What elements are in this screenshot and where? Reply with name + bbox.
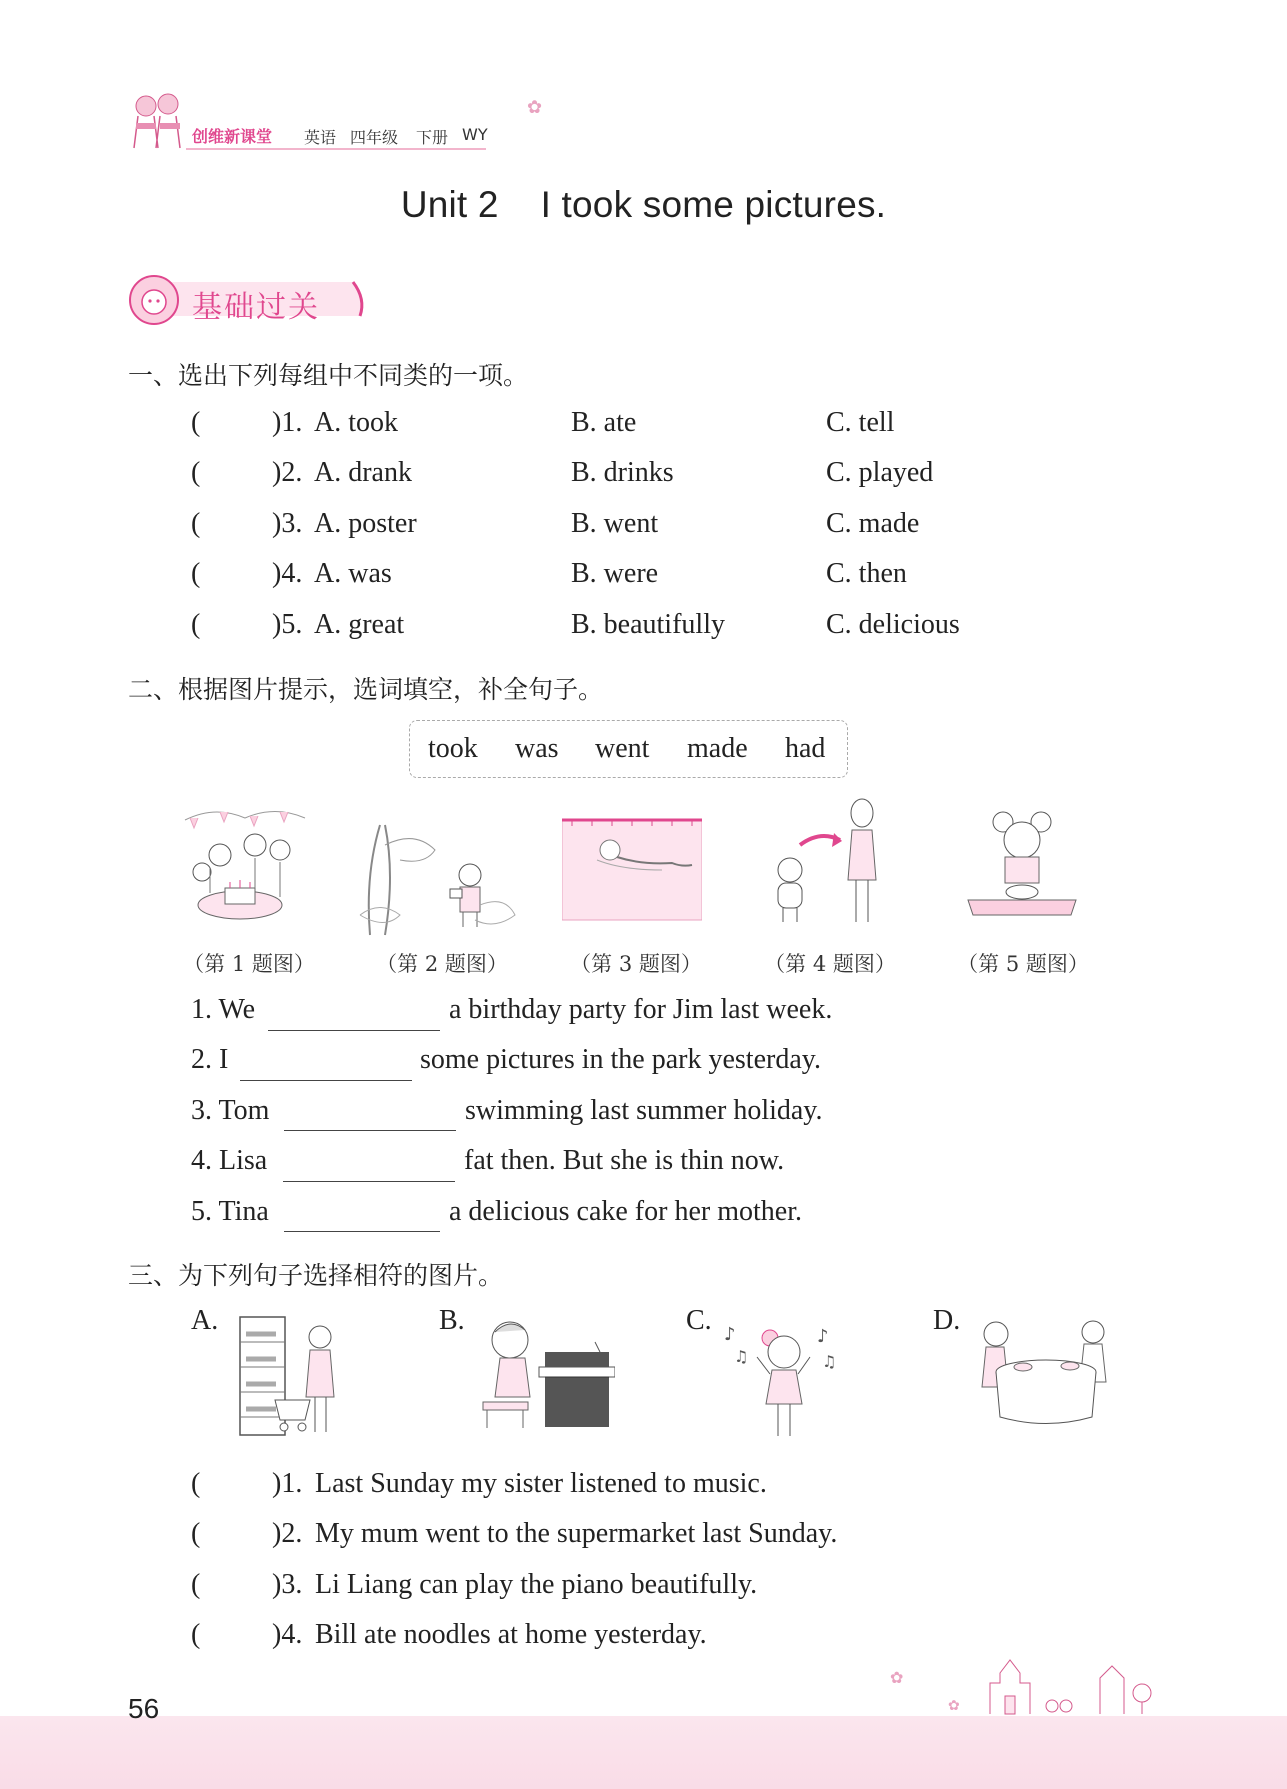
picture-caption: （第 4 题图） xyxy=(764,952,896,976)
birthday-party-illustration xyxy=(180,800,310,940)
answer-blank[interactable] xyxy=(240,1080,412,1081)
option-a: A. drank xyxy=(314,457,412,488)
picture-caption: （第 2 题图） xyxy=(376,952,508,976)
option-c: C. played xyxy=(826,457,934,488)
sentence-before: 1. We xyxy=(191,994,256,1025)
part1-question-row: ( )1. A. took B. ate C. tell xyxy=(191,407,895,438)
part1-heading: 一、选出下列每组中不同类的一项。 xyxy=(128,361,529,390)
option-b: B. were xyxy=(571,558,659,589)
option-b: B. drinks xyxy=(571,457,674,488)
option-a: A. was xyxy=(314,558,392,589)
eating-noodles-illustration xyxy=(968,1312,1113,1430)
question-text: Last Sunday my sister listened to music. xyxy=(315,1468,767,1499)
option-a: A. poster xyxy=(314,508,417,539)
word-bank xyxy=(409,720,848,778)
question-number: )1. xyxy=(272,407,303,438)
question-text: Bill ate noodles at home yesterday. xyxy=(315,1619,707,1650)
sentence-after: swimming last summer holiday. xyxy=(465,1095,823,1126)
sentence-before: 2. I xyxy=(191,1044,229,1075)
castle-decoration-icon xyxy=(880,1648,1170,1716)
flower-decoration-icon: ✿ xyxy=(527,97,543,118)
header-underline xyxy=(186,148,486,150)
sentence-before: 3. Tom xyxy=(191,1095,270,1126)
answer-blank[interactable] xyxy=(268,1030,440,1031)
part1-question-row: ( )5. A. great B. beautifully C. delicious xyxy=(191,609,960,640)
sentence-after: some pictures in the park yesterday. xyxy=(420,1044,821,1075)
word-bank-item: made xyxy=(687,733,748,764)
option-b: B. beautifully xyxy=(571,609,725,640)
sentence-after: a delicious cake for her mother. xyxy=(449,1196,802,1227)
swimming-illustration xyxy=(562,815,702,925)
sentence-before: 4. Lisa xyxy=(191,1145,268,1176)
sentence-after: a birthday party for Jim last week. xyxy=(449,994,833,1025)
option-c: C. delicious xyxy=(826,609,960,640)
piano-illustration xyxy=(475,1312,615,1430)
park-picture-illustration xyxy=(355,815,520,940)
page-number: 56 xyxy=(128,1693,160,1724)
unit-name: I took some pictures. xyxy=(540,184,887,225)
making-cake-illustration xyxy=(963,800,1081,918)
question-number: )3. xyxy=(272,508,303,539)
header-kids-logo xyxy=(128,86,188,156)
footer-band xyxy=(0,1716,1287,1789)
picture-caption: （第 1 题图） xyxy=(183,952,315,976)
part3-question-row: ( )3. Li Liang can play the piano beautifully. xyxy=(191,1569,758,1600)
section-banner-title: 基础过关 xyxy=(192,290,320,325)
question-number: )2. xyxy=(272,1518,303,1549)
option-c: C. then xyxy=(826,558,907,589)
fat-to-thin-illustration xyxy=(770,795,895,930)
picture-caption: （第 5 题图） xyxy=(957,952,1089,976)
unit-title xyxy=(0,184,1287,226)
header-volume: 下册 xyxy=(416,128,449,147)
answer-blank[interactable] xyxy=(284,1231,440,1232)
option-c: C. made xyxy=(826,508,920,539)
choice-label: D. xyxy=(933,1305,961,1336)
part1-question-row: ( )4. A. was B. were C. then xyxy=(191,558,907,589)
picture-caption: （第 3 题图） xyxy=(570,952,702,976)
option-a: A. great xyxy=(314,609,405,640)
question-number: )4. xyxy=(272,1619,303,1650)
part3-question-row: ( )2. My mum went to the supermarket last Sunday. xyxy=(191,1518,838,1549)
question-number: )5. xyxy=(272,609,303,640)
header-grade: 四年级 xyxy=(350,128,399,147)
part2-heading: 二、根据图片提示，选词填空，补全句子。 xyxy=(128,675,604,704)
word-bank-item: had xyxy=(785,733,826,764)
word-bank-item: went xyxy=(595,733,650,764)
part1-question-row: ( )3. A. poster B. went C. made xyxy=(191,508,920,539)
choice-label: B. xyxy=(439,1305,465,1336)
part1-question-row: ( )2. A. drank B. drinks C. played xyxy=(191,457,934,488)
supermarket-illustration xyxy=(230,1312,360,1440)
part3-question-row: ( )4. Bill ate noodles at home yesterday. xyxy=(191,1619,707,1650)
header-brand: 创维新课堂 xyxy=(192,127,273,146)
header-subject: 英语 xyxy=(304,128,337,147)
question-number: )4. xyxy=(272,558,303,589)
option-a: A. took xyxy=(314,407,398,438)
question-number: )3. xyxy=(272,1569,303,1600)
word-bank-item: was xyxy=(515,733,559,764)
listening-music-illustration xyxy=(722,1312,847,1442)
header-edition: WY xyxy=(462,125,488,144)
word-bank-item: took xyxy=(428,733,478,764)
answer-blank[interactable] xyxy=(284,1130,456,1131)
part3-heading: 三、为下列句子选择相符的图片。 xyxy=(128,1261,504,1290)
sentence-before: 5. Tina xyxy=(191,1196,269,1227)
option-b: B. went xyxy=(571,508,659,539)
svg-text:♫: ♫ xyxy=(822,1352,837,1371)
choice-label: A. xyxy=(191,1305,219,1336)
question-text: My mum went to the supermarket last Sunday. xyxy=(315,1518,838,1549)
question-text: Li Liang can play the piano beautifully. xyxy=(315,1569,758,1600)
option-c: C. tell xyxy=(826,407,895,438)
part3-question-row: ( )1. Last Sunday my sister listened to music. xyxy=(191,1468,767,1499)
svg-text:✿: ✿ xyxy=(890,1668,904,1687)
choice-label: C. xyxy=(686,1305,712,1336)
svg-text:♫: ♫ xyxy=(734,1347,749,1366)
question-number: )1. xyxy=(272,1468,303,1499)
svg-text:♪: ♪ xyxy=(724,1324,736,1345)
question-number: )2. xyxy=(272,457,303,488)
svg-text:♪: ♪ xyxy=(817,1326,829,1347)
answer-blank[interactable] xyxy=(283,1181,455,1182)
sentence-after: fat then. But she is thin now. xyxy=(464,1145,785,1176)
unit-number: Unit 2 xyxy=(400,184,499,225)
svg-text:✿: ✿ xyxy=(948,1698,960,1714)
option-b: B. ate xyxy=(571,407,637,438)
